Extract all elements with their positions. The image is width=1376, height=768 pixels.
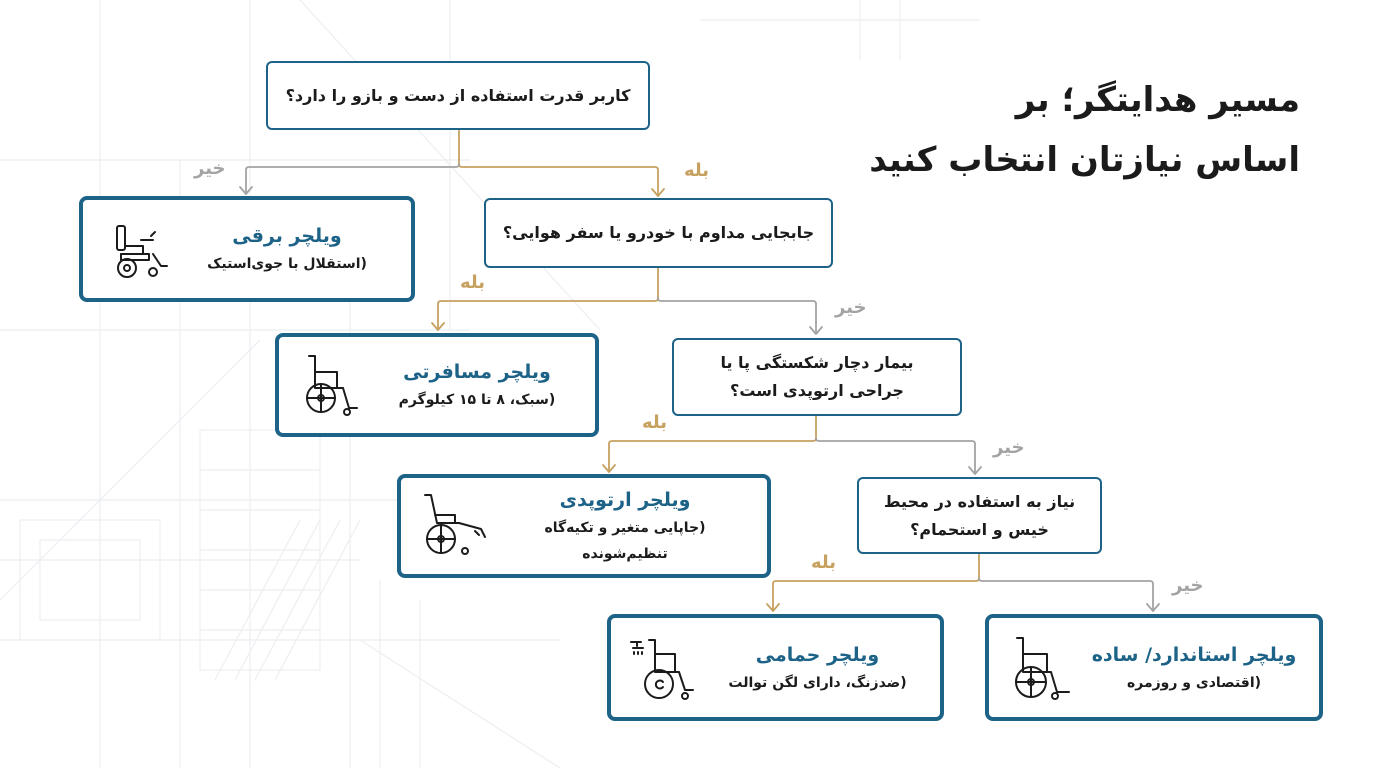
standard-wheelchair-icon (1007, 632, 1077, 704)
label-q4-no: خیر (1172, 575, 1204, 596)
electric-wheelchair-icon (101, 214, 171, 284)
travel-wheelchair-name: ویلچر مسافرتی (403, 361, 551, 383)
label-q1-yes: بله (684, 160, 710, 181)
travel-wheelchair-desc: (سبک، ۸ تا ۱۵ کیلوگرم (398, 392, 556, 408)
label-q1-no: خیر (194, 158, 226, 179)
connector-q4-no (979, 578, 1153, 611)
standard-wheelchair-name: ویلچر استاندارد/ ساده (1091, 643, 1297, 666)
standard-wheelchair-desc: (اقتصادی و روزمره (1126, 674, 1262, 691)
question-arm-strength (266, 61, 650, 130)
result-shower-wheelchair (607, 614, 944, 721)
connector-q4-yes (773, 554, 979, 611)
title-line-1: مسیر هدایتگر؛ بر (1015, 80, 1300, 120)
orthopedic-wheelchair-icon (419, 491, 491, 561)
shower-wheelchair-name: ویلچر حمامی (755, 643, 880, 666)
result-electric-wheelchair (79, 196, 415, 302)
question-frequent-travel-text: جابجایی مداوم با خودرو یا سفر هوایی؟ (502, 223, 815, 242)
question-wet-environment-line-1: نیاز به استفاده در محیط (883, 491, 1076, 511)
connector-q3-no (816, 438, 975, 474)
connector-q1-no (246, 164, 459, 194)
question-wet-environment (857, 477, 1102, 554)
label-q4-yes: بله (811, 552, 837, 573)
connector-q2-no (658, 298, 816, 334)
electric-wheelchair-desc: (استقلال با جوی‌استیک (207, 256, 367, 272)
question-wet-environment-line-2: خیس و استحمام؟ (910, 519, 1049, 539)
label-q3-yes: بله (642, 412, 668, 433)
connector-q3-yes (609, 416, 816, 472)
orthopedic-wheelchair-desc: (جاپایی متغیر و تکیه‌گاه تنظیم‌شونده (544, 520, 706, 562)
orthopedic-wheelchair-name: ویلچر ارتوپدی (559, 489, 691, 511)
shower-wheelchair-desc: (ضدزنگ، دارای لگن توالت (728, 674, 907, 691)
label-q3-no: خیر (993, 437, 1025, 458)
connector-q1-yes (459, 130, 658, 196)
question-arm-strength-text: کاربر قدرت استفاده از دست و بازو را دارد؟ (285, 85, 631, 105)
question-orthopedic-line-1: بیمار دچار شکستگی پا یا (720, 353, 914, 372)
label-q2-yes: بله (460, 272, 486, 293)
title-line-2: اساس نیازتان انتخاب کنید (869, 140, 1300, 180)
label-q2-no: خیر (835, 297, 867, 318)
result-travel-wheelchair (275, 333, 599, 437)
result-standard-wheelchair (985, 614, 1323, 721)
question-frequent-travel (484, 198, 833, 268)
question-orthopedic (672, 338, 962, 416)
question-orthopedic-line-2: جراحی ارتوپدی است؟ (730, 381, 904, 400)
electric-wheelchair-name: ویلچر برقی (232, 225, 342, 247)
travel-wheelchair-icon (297, 350, 367, 420)
shower-wheelchair-icon (629, 632, 703, 704)
page-title (840, 70, 1300, 190)
result-orthopedic-wheelchair (397, 474, 771, 578)
